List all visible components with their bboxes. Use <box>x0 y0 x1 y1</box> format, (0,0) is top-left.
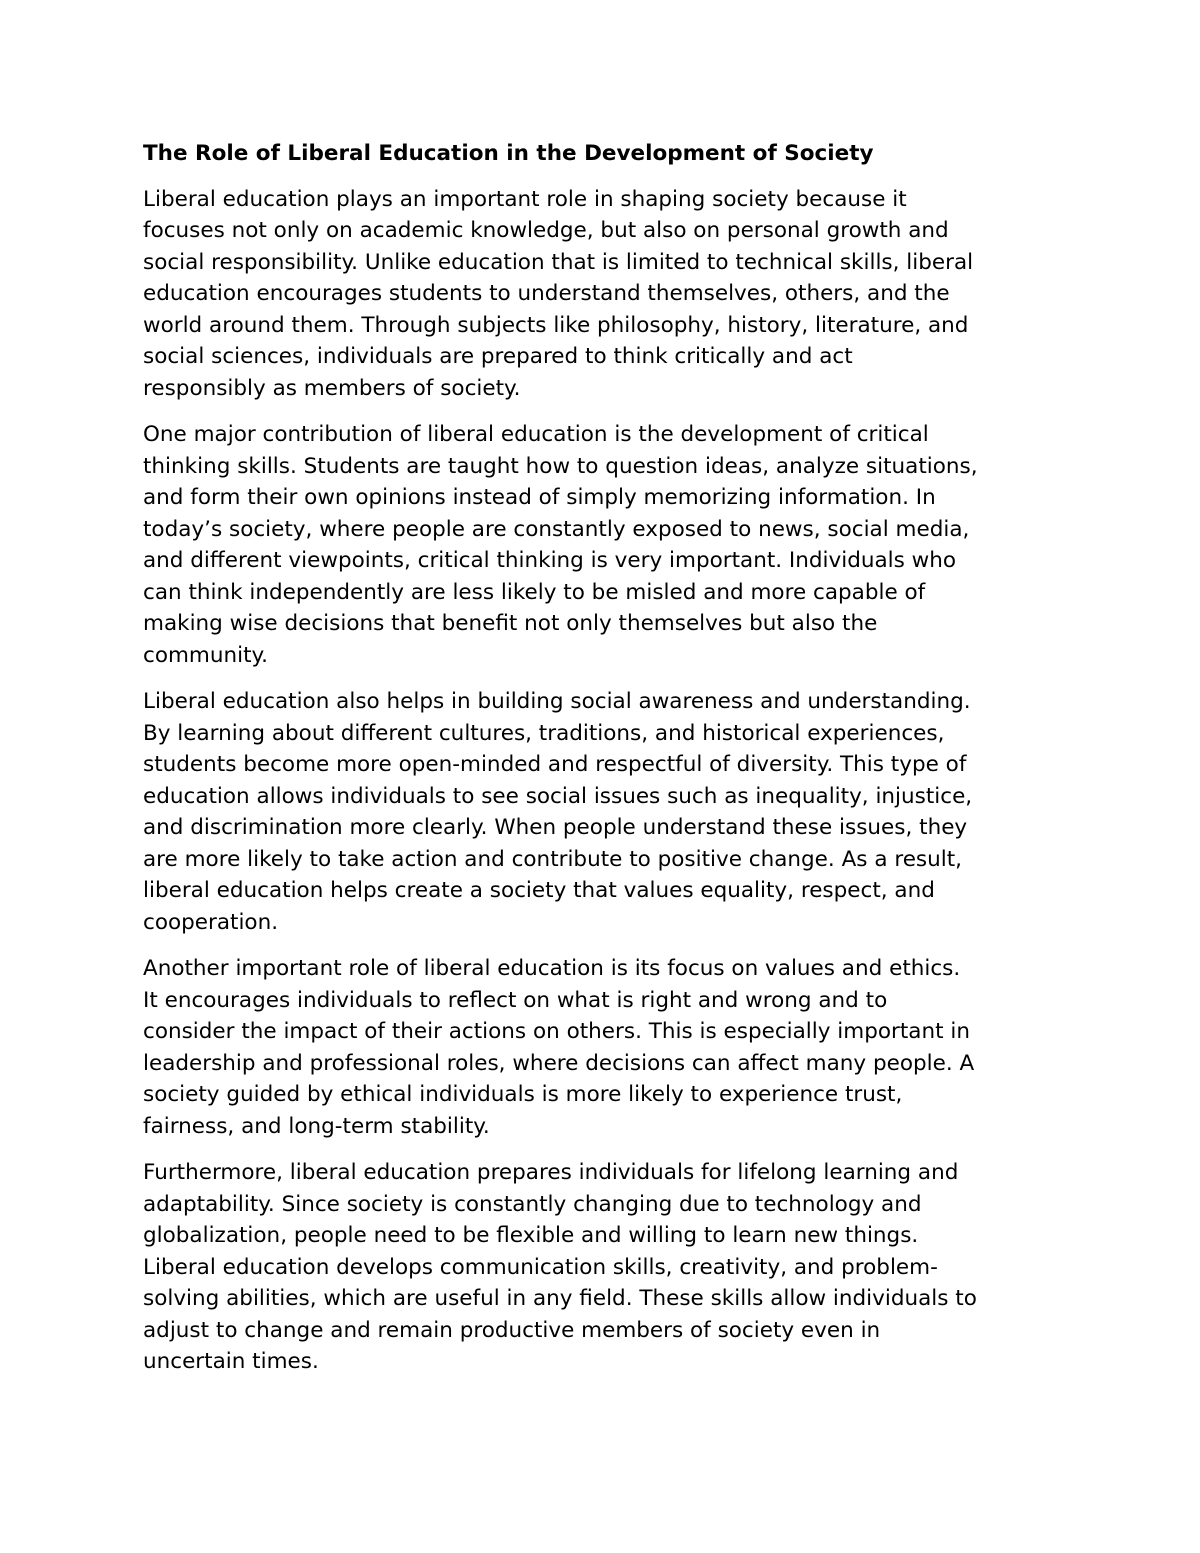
document-title: The Role of Liberal Education in the Development of Society <box>143 141 874 166</box>
paragraph-3 <box>143 686 1063 938</box>
text-line: uncertain times. <box>143 1349 319 1374</box>
text-line: Liberal education develops communication skills, creativity, and problem- <box>143 1254 938 1280</box>
text-line: liberal education helps create a society that values equality, respect, and <box>143 878 935 903</box>
text-line: education encourages students to understand themselves, others, and the <box>143 281 950 306</box>
text-line: social responsibility. Unlike education that is limited to technical skills, liberal <box>143 249 974 275</box>
text-line: and form their own opinions instead of simply memorizing information. In <box>143 485 936 510</box>
text-line: globalization, people need to be flexible and willing to learn new things. <box>143 1223 919 1248</box>
text-line: social sciences, individuals are prepared to think critically and act <box>143 344 853 369</box>
text-line: focuses not only on academic knowledge, but also on personal growth and <box>143 218 949 243</box>
text-line: world around them. Through subjects like philosophy, history, literature, and <box>143 312 969 338</box>
text-line: cooperation. <box>143 909 279 935</box>
paragraph-1 <box>143 184 1063 405</box>
text-line: community. <box>143 642 269 668</box>
document-body <box>143 138 1063 1393</box>
text-line: society guided by ethical individuals is more likely to experience trust, <box>143 1082 903 1107</box>
text-line: can think independently are less likely to be misled and more capable of <box>143 579 926 605</box>
text-line: Furthermore, liberal education prepares individuals for lifelong learning and <box>143 1160 959 1185</box>
text-line: leadership and professional roles, where decisions can affect many people. A <box>143 1050 975 1076</box>
text-line: By learning about different cultures, traditions, and historical experiences, <box>143 720 945 746</box>
text-line: Liberal education also helps in building social awareness and understanding. <box>143 689 971 714</box>
text-line: fairness, and long-term stability. <box>143 1113 490 1139</box>
text-line: and discrimination more clearly. When people understand these issues, they <box>143 815 968 840</box>
text-line: Another important role of liberal education is its focus on values and ethics. <box>143 956 961 981</box>
text-line: making wise decisions that benefit not only themselves but also the <box>143 611 878 636</box>
text-line: thinking skills. Students are taught how to question ideas, analyze situations, <box>143 453 978 479</box>
text-line: One major contribution of liberal education is the development of critical <box>143 422 929 447</box>
text-line: responsibly as members of society. <box>143 375 521 401</box>
paragraph-5 <box>143 1157 1063 1378</box>
paragraph-4 <box>143 953 1063 1142</box>
text-line: consider the impact of their actions on others. This is especially important in <box>143 1019 970 1044</box>
text-line: solving abilities, which are useful in any field. These skills allow individuals to <box>143 1286 977 1311</box>
text-line: and different viewpoints, critical thinking is very important. Individuals who <box>143 548 957 573</box>
text-line: today’s society, where people are constantly exposed to news, social media, <box>143 516 970 542</box>
text-line: adaptability. Since society is constantly changing due to technology and <box>143 1191 922 1217</box>
text-line: are more likely to take action and contribute to positive change. As a result, <box>143 846 962 872</box>
text-line: education allows individuals to see social issues such as inequality, injustice, <box>143 783 973 809</box>
text-line: Liberal education plays an important role in shaping society because it <box>143 186 907 212</box>
text-line: It encourages individuals to reflect on what is right and wrong and to <box>143 987 888 1013</box>
text-line: students become more open-minded and respectful of diversity. This type of <box>143 752 967 777</box>
text-line: adjust to change and remain productive members of society even in <box>143 1317 881 1343</box>
paragraph-2 <box>143 419 1063 671</box>
